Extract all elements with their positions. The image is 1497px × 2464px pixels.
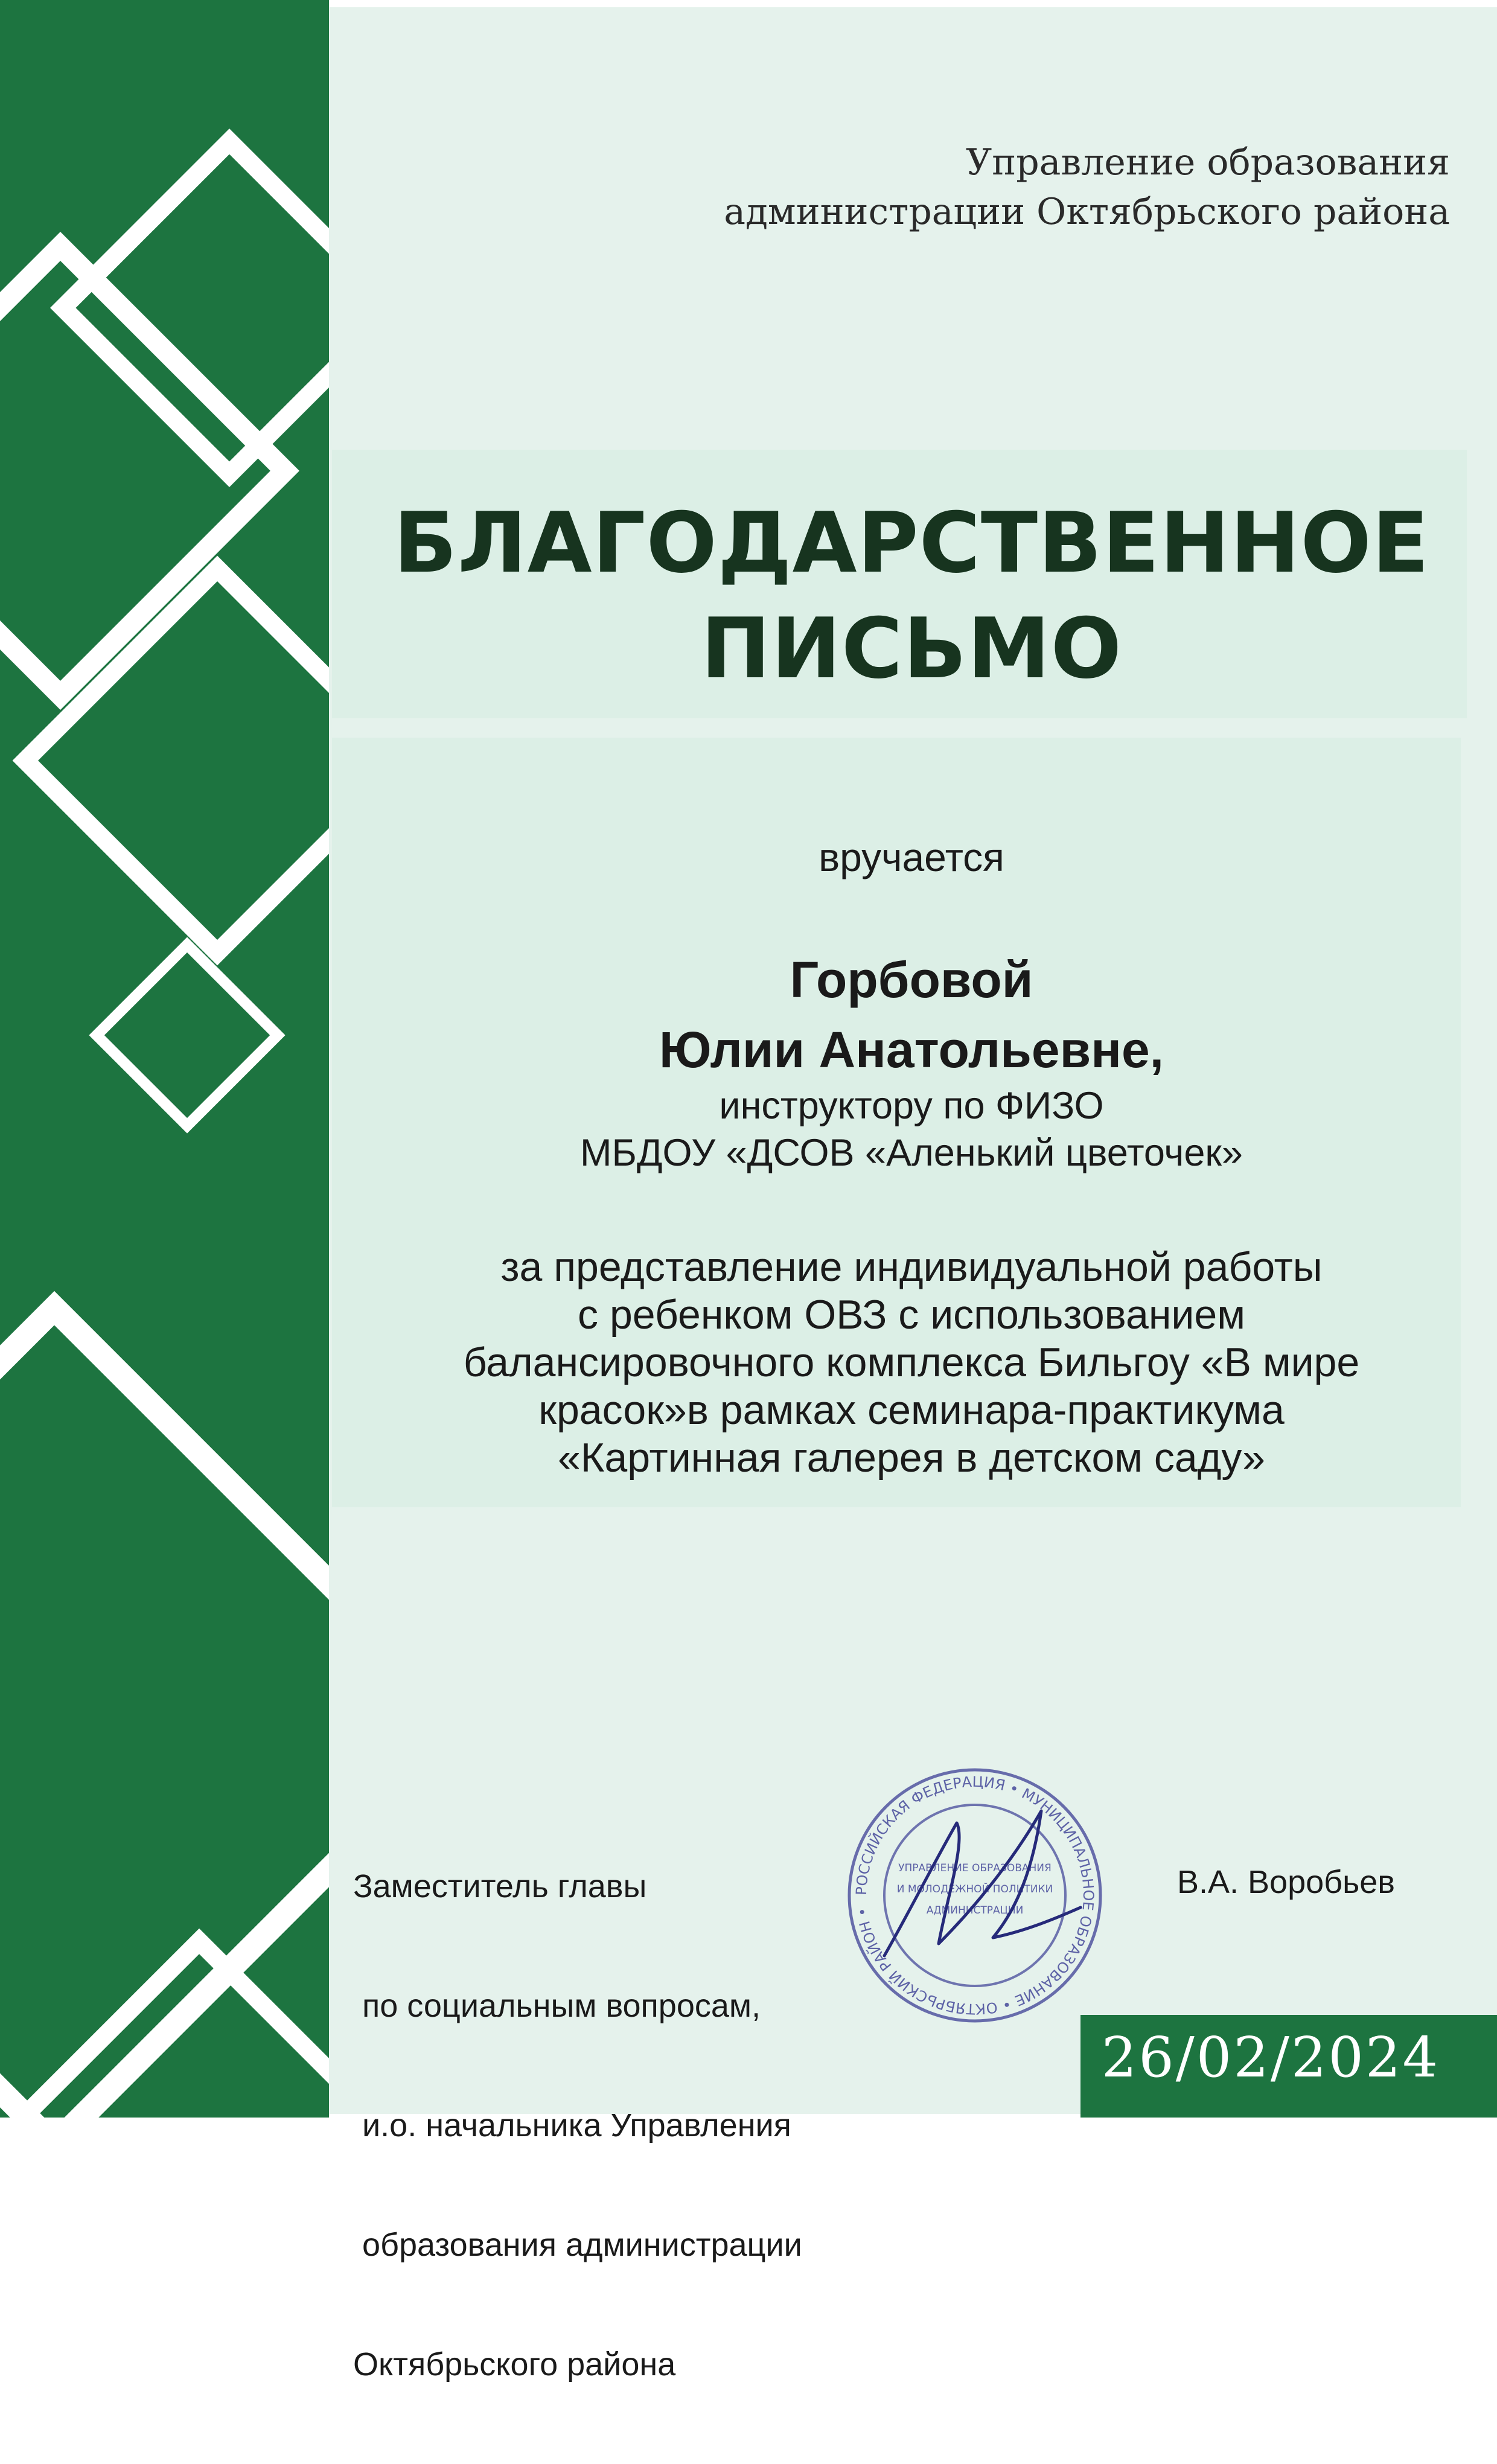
- signatory-title-line: Октябрьского района: [353, 2346, 676, 2383]
- stamp-inner-line: УПРАВЛЕНИЕ ОБРАЗОВАНИЯ: [898, 1862, 1052, 1874]
- reason-line: с ребенком ОВЗ с использованием: [578, 1292, 1245, 1338]
- position-line-2: МБДОУ «ДСОВ «Аленький цветочек»: [580, 1132, 1243, 1174]
- issuer-line-1: Управление образования: [965, 141, 1450, 184]
- reason-line: балансировочного комплекса Бильгоу «В мире: [463, 1339, 1360, 1385]
- signatory-title-line: по социальным вопросам,: [353, 1988, 761, 2024]
- award-reason: [338, 1243, 1485, 1482]
- signatory-title: [353, 1787, 802, 2464]
- official-stamp: [842, 1763, 1108, 2028]
- recipient-given-names: Юлии Анатольевне,: [659, 1021, 1164, 1078]
- certificate-title: [338, 490, 1485, 701]
- issuer-line-2: администрации Октябрьского района: [724, 191, 1450, 233]
- reason-line: за представление индивидуальной работы: [500, 1244, 1323, 1290]
- title-line-1: БЛАГОДАРСТВЕННОЕ: [393, 494, 1430, 592]
- stamp-inner-line: АДМИНИСТРАЦИИ: [926, 1904, 1024, 1917]
- reason-line: «Картинная галерея в детском саду»: [557, 1435, 1265, 1481]
- presented-label: вручается: [819, 835, 1004, 879]
- reason-line: красок»в рамках семинара-практикума: [538, 1387, 1285, 1433]
- stamp-inner-line: И МОЛОДЁЖНОЙ ПОЛИТИКИ: [896, 1883, 1053, 1895]
- signatory-title-line: и.о. начальника Управления: [353, 2107, 791, 2143]
- position-line-1: инструктору по ФИЗО: [719, 1085, 1104, 1127]
- stamp-outer-text: РОССИЙСКАЯ ФЕДЕРАЦИЯ • МУНИЦИПАЛЬНОЕ ОБРАЗОВАНИЕ • ОКТЯБРЬСКИЙ РАЙОН •: [852, 1773, 1097, 2018]
- signatory-name: В.А. Воробьев: [1177, 1864, 1395, 1900]
- recipient-name: [338, 945, 1485, 1085]
- issuer-header: [724, 138, 1450, 237]
- signatory-title-line: Заместитель главы: [353, 1868, 647, 1904]
- recipient-surname: Горбовой: [790, 951, 1033, 1008]
- signatory-title-line: образования администрации: [353, 2227, 802, 2263]
- recipient-position: [338, 1082, 1485, 1176]
- issue-date: 26/02/2024: [1101, 2025, 1440, 2090]
- title-line-2: ПИСЬМО: [700, 600, 1123, 697]
